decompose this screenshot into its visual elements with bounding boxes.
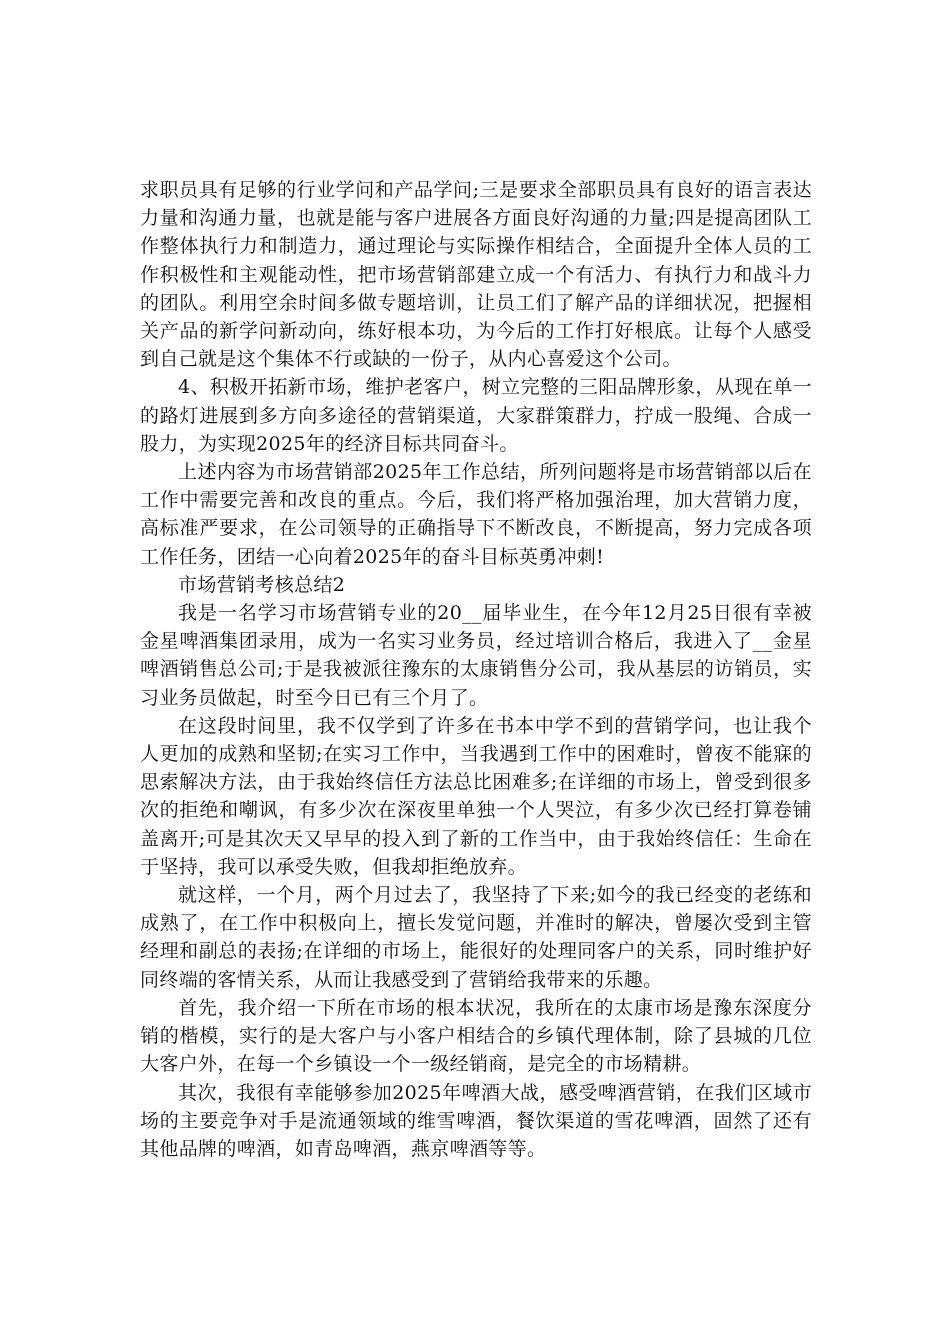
- paragraph-6: 就这样，一个月，两个月过去了，我坚持了下来;如今的我已经变的老练和成熟了，在工作中积极向上，擅长发觉问题，并准时的解决，曾屡次受到主管经理和副总的表扬;在详细的市场上，能很好的处理同客户的关系，同时维护好同终端的客情关系，从而让我感受到了营销给我带来的乐趣。: [140, 884, 812, 991]
- paragraph-1: 求职员具有足够的行业学问和产品学问;三是要求全部职员具有良好的语言表达力量和沟通力量，也就是能与客户进展各方面良好沟通的力量;四是提高团队工作整体执行力和制造力，通过理论与实际操作相结合，全面提升全体人员的工作积极性和主观能动性，把市场营销部建立成一个有活力、有执行力和战斗力的团队。利用空余时间多做专题培训，让员工们了解产品的详细状况，把握相关产品的新学问新动向，练好根本功，为今后的工作打好根底。让每个人感受到自己就是这个集体不行或缺的一份子，从内心喜爱这个公司。: [140, 179, 812, 371]
- document-body: [140, 176, 812, 1163]
- paragraph-5: 在这段时间里，我不仅学到了许多在书本中学不到的营销学问，也让我个人更加的成熟和坚韧;在实习工作中，当我遇到工作中的困难时，曾夜不能寐的思索解决方法，由于我始终信任方法总比困难多;在详细的市场上，曾受到很多次的拒绝和嘲讽，有多少次在深夜里单独一个人哭泣，有多少次已经打算卷铺盖离开;可是其次天又早早的投入到了新的工作当中，由于我始终信任：生命在于坚持，我可以承受失败，但我却拒绝放弃。: [140, 714, 812, 878]
- paragraph-3: 上述内容为市场营销部2025年工作总结，所列问题将是市场营销部以后在工作中需要完善和改良的重点。今后，我们将严格加强治理，加大营销力度，高标准严要求，在公司领导的正确指导下不断改良，不断提高，努力完成各项工作任务，团结一心向着2025年的奋斗目标英勇冲刺!: [140, 461, 812, 568]
- paragraph-2: 4、积极开拓新市场，维护老客户，树立完整的三阳品牌形象，从现在单一的路灯进展到多方向多途径的营销渠道，大家群策群力，拧成一股绳、合成一股力，为实现2025年的经济目标共同奋斗。: [140, 376, 812, 455]
- paragraph-4: 我是一名学习市场营销专业的20__届毕业生，在今年12月25日很有幸被金星啤酒集团录用，成为一名实习业务员，经过培训合格后，我进入了__金星啤酒销售总公司;于是我被派往豫东的太康销售分公司，我从基层的访销员，实习业务员做起，时至今日已有三个月了。: [140, 602, 812, 709]
- paragraph-7: 首先，我介绍一下所在市场的根本状况，我所在的太康市场是豫东深度分销的楷模，实行的是大客户与小客户相结合的乡镇代理体制，除了县城的几位大客户外，在每一个乡镇设一个一级经销商，是完全的市场精耕。: [140, 996, 812, 1076]
- paragraph-8: 其次，我很有幸能够参加2025年啤酒大战，感受啤酒营销，在我们区域市场的主要竞争对手是流通领域的维雪啤酒，餐饮渠道的雪花啤酒，固然了还有其他品牌的啤酒，如青岛啤酒，燕京啤酒等等。: [140, 1081, 812, 1160]
- section-heading: 市场营销考核总结2: [178, 573, 346, 596]
